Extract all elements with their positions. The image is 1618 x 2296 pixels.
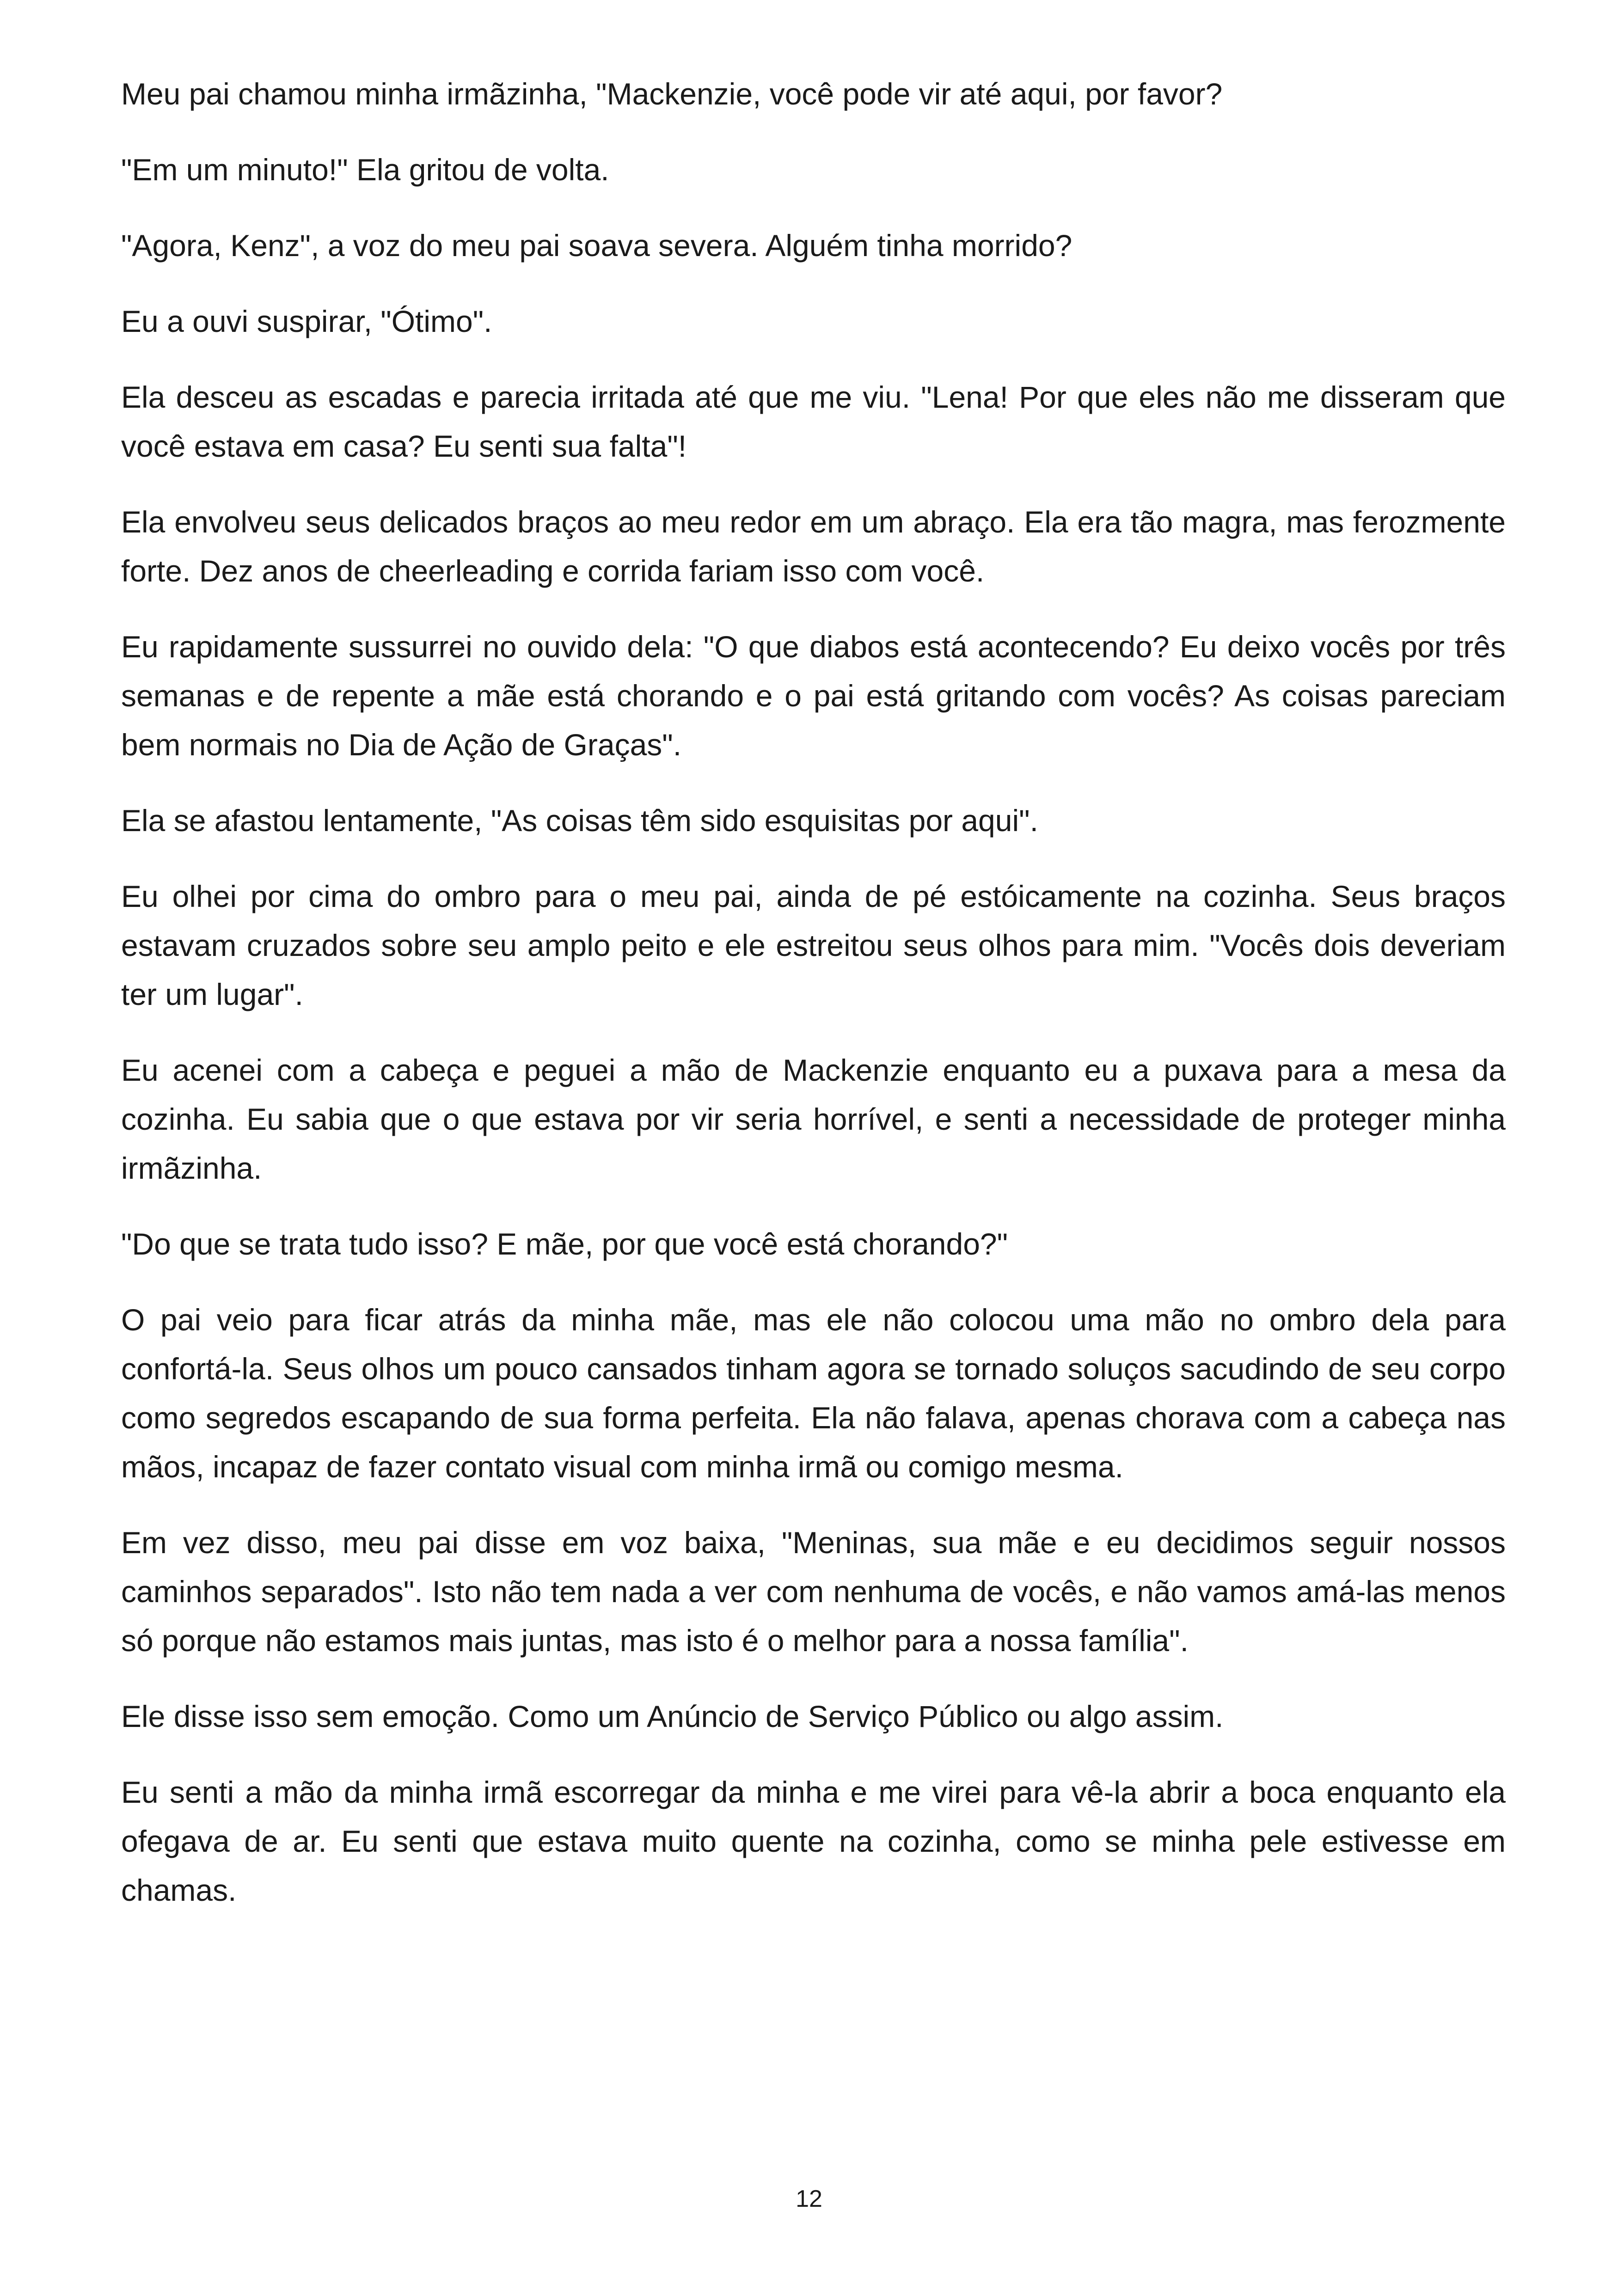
- paragraph: "Do que se trata tudo isso? E mãe, por que você está chorando?": [121, 1227, 1008, 1261]
- document-body: [121, 69, 1506, 1941]
- paragraph: Meu pai chamou minha irmãzinha, "Mackenzie, você pode vir até aqui, por favor?: [121, 77, 1223, 111]
- paragraph: Eu acenei com a cabeça e peguei a mão de Mackenzie enquanto eu a puxava para a mesa da cozinha. Eu sabia que o que estava por vir seria horrível, e senti a necessidade de proteger minha irmãzinha.: [121, 1053, 1506, 1185]
- paragraph: Eu rapidamente sussurrei no ouvido dela: "O que diabos está acontecendo? Eu deixo vocês por três semanas e de repente a mãe está chorando e o pai está gritando com vocês? As coisas pareciam bem normais no Dia de Ação de Graças".: [121, 630, 1506, 762]
- paragraph: Ela desceu as escadas e parecia irritada até que me viu. "Lena! Por que eles não me disseram que você estava em casa? Eu senti sua falta"!: [121, 380, 1506, 463]
- paragraph: O pai veio para ficar atrás da minha mãe, mas ele não colocou uma mão no ombro dela para confortá-la. Seus olhos um pouco cansados tinham agora se tornado soluços sacudindo de seu corpo como segredos escapando de sua forma perfeita. Ela não falava, apenas chorava com a cabeça nas mãos, incapaz de fazer contato visual com minha irmã ou comigo mesma.: [121, 1303, 1506, 1484]
- paragraph: Eu senti a mão da minha irmã escorregar da minha e me virei para vê-la abrir a boca enquanto ela ofegava de ar. Eu senti que estava muito quente na cozinha, como se minha pele estivesse em chamas.: [121, 1775, 1506, 1907]
- paragraph: Eu a ouvi suspirar, "Ótimo".: [121, 304, 492, 338]
- paragraph: Ela envolveu seus delicados braços ao meu redor em um abraço. Ela era tão magra, mas ferozmente forte. Dez anos de cheerleading e corrida fariam isso com você.: [121, 505, 1506, 588]
- paragraph: "Em um minuto!" Ela gritou de volta.: [121, 153, 609, 187]
- paragraph: Ela se afastou lentamente, "As coisas têm sido esquisitas por aqui".: [121, 803, 1038, 838]
- paragraph: "Agora, Kenz", a voz do meu pai soava severa. Alguém tinha morrido?: [121, 228, 1073, 263]
- paragraph: Ele disse isso sem emoção. Como um Anúncio de Serviço Público ou algo assim.: [121, 1699, 1224, 1733]
- paragraph: Eu olhei por cima do ombro para o meu pai, ainda de pé estóicamente na cozinha. Seus braços estavam cruzados sobre seu amplo peito e ele estreitou seus olhos para mim. "Vocês dois deveriam ter um lugar".: [121, 879, 1506, 1011]
- page-number: 12: [796, 2186, 822, 2212]
- paragraph: Em vez disso, meu pai disse em voz baixa, "Meninas, sua mãe e eu decidimos seguir nossos caminhos separados". Isto não tem nada a ver com nenhuma de vocês, e não vamos amá-las menos só porque não estamos mais juntas, mas isto é o melhor para a nossa família".: [121, 1525, 1506, 1658]
